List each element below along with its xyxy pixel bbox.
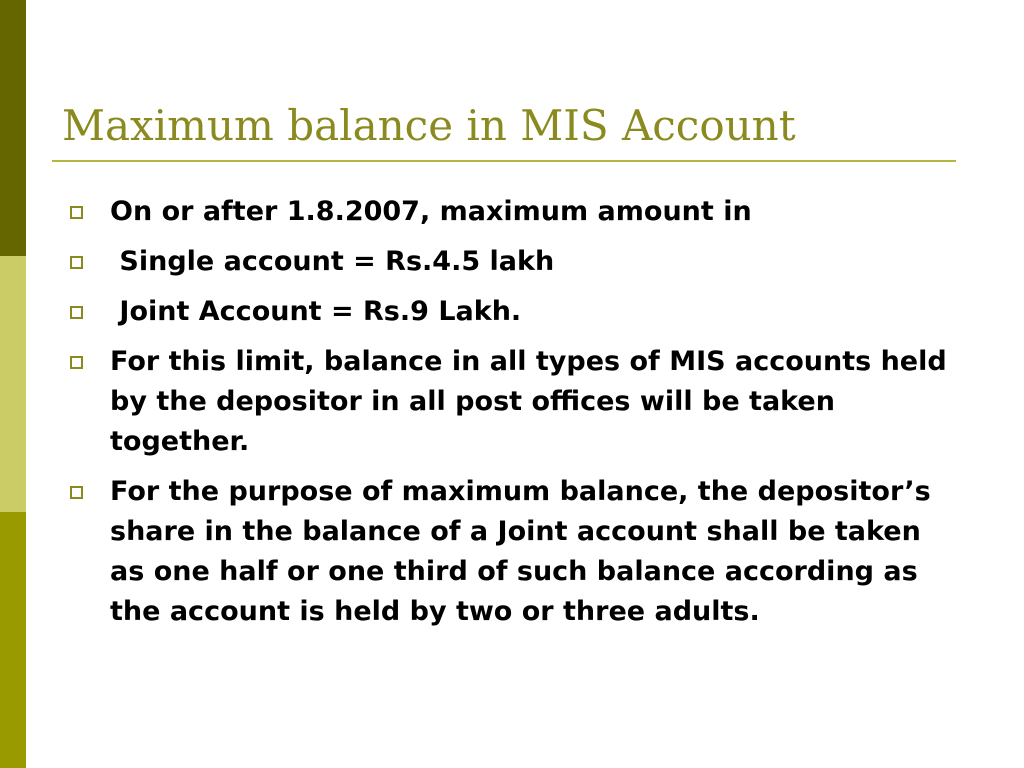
hollow-square-icon <box>70 256 83 269</box>
bullet-list <box>70 192 957 642</box>
hollow-square-icon <box>70 206 83 219</box>
bullet-text: For the purpose of maximum balance, the depositor’s share in the balance of a Joint account shall be taken as one half or one third of such balance according as the account is held by two or three adults. <box>110 476 941 627</box>
bullet-item-2 <box>70 242 950 282</box>
side-bar-segment-mid <box>0 512 26 768</box>
hollow-square-icon <box>70 486 83 499</box>
side-bar-segment-dark <box>0 0 26 256</box>
bullet-text: Joint Account = Rs.9 Lakh. <box>110 296 522 327</box>
side-bar-segment-light <box>0 256 26 512</box>
slide-title: Maximum balance in MIS Account <box>62 101 796 150</box>
bullet-item-3 <box>70 292 950 332</box>
hollow-square-icon <box>70 306 83 319</box>
title-underline <box>52 160 956 162</box>
decorative-side-bar <box>0 0 26 768</box>
hollow-square-icon <box>70 356 83 369</box>
bullet-text: Single account = Rs.4.5 lakh <box>110 246 555 277</box>
bullet-item-5 <box>70 472 950 632</box>
bullet-item-4 <box>70 342 957 462</box>
bullet-text: For this limit, balance in all types of MIS accounts held by the depositor in all post offices will be taken together. <box>110 346 957 457</box>
bullet-item-1 <box>70 192 950 232</box>
bullet-text: On or after 1.8.2007, maximum amount in <box>110 196 752 227</box>
